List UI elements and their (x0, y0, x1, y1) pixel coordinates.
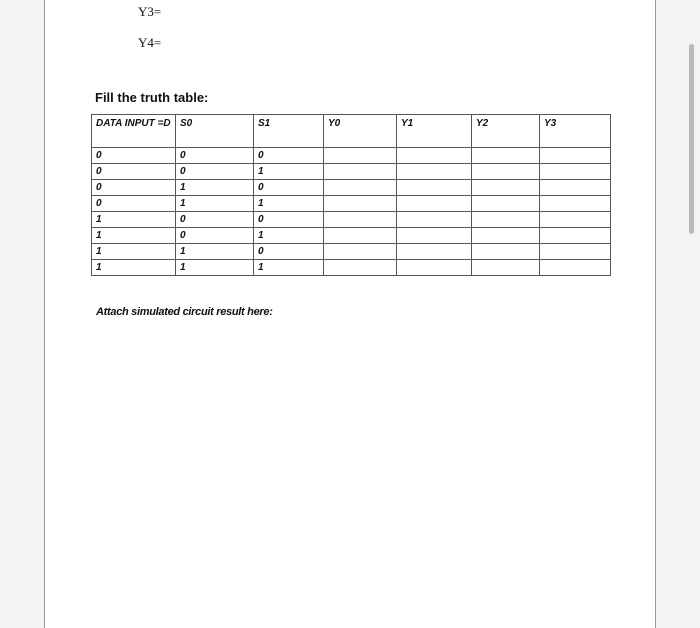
attach-note: Attach simulated circuit result here: (96, 306, 273, 318)
answer-cell[interactable] (472, 228, 540, 244)
table-row (92, 148, 611, 164)
equation-y4: Y4= (138, 35, 162, 50)
table-cell: 1 (92, 228, 176, 244)
answer-cell[interactable] (540, 196, 611, 212)
table-cell: 1 (176, 180, 254, 196)
answer-cell[interactable] (540, 260, 611, 276)
answer-cell[interactable] (397, 228, 472, 244)
table-cell: 0 (92, 180, 176, 196)
table-cell: 0 (254, 244, 324, 260)
table-cell: 1 (254, 164, 324, 180)
answer-cell[interactable] (324, 228, 397, 244)
answer-cell[interactable] (540, 148, 611, 164)
table-cell: 1 (92, 260, 176, 276)
table-cell: 1 (176, 196, 254, 212)
answer-cell[interactable] (472, 164, 540, 180)
answer-cell[interactable] (472, 148, 540, 164)
document-page (44, 0, 656, 628)
answer-cell[interactable] (324, 212, 397, 228)
truth-table (91, 114, 611, 276)
table-cell: 0 (254, 180, 324, 196)
table-cell: 0 (92, 164, 176, 180)
answer-cell[interactable] (324, 164, 397, 180)
table-header-row (92, 115, 611, 148)
answer-cell[interactable] (324, 196, 397, 212)
answer-cell[interactable] (540, 228, 611, 244)
table-row (92, 212, 611, 228)
answer-cell[interactable] (397, 212, 472, 228)
answer-cell[interactable] (397, 260, 472, 276)
answer-cell[interactable] (540, 164, 611, 180)
table-row (92, 164, 611, 180)
answer-cell[interactable] (397, 164, 472, 180)
table-cell: 1 (176, 260, 254, 276)
answer-cell[interactable] (472, 212, 540, 228)
table-cell: 1 (176, 244, 254, 260)
table-cell: 0 (176, 228, 254, 244)
answer-cell[interactable] (324, 244, 397, 260)
table-row (92, 260, 611, 276)
answer-cell[interactable] (540, 244, 611, 260)
table-cell: 0 (92, 148, 176, 164)
table-cell: 1 (92, 212, 176, 228)
column-header: S0 (176, 115, 254, 148)
table-row (92, 180, 611, 196)
column-header: Y0 (324, 115, 397, 148)
truth-table-heading: Fill the truth table: (95, 90, 209, 105)
equation-y3: Y3= (138, 4, 162, 19)
table-cell: 1 (254, 260, 324, 276)
column-header: Y1 (397, 115, 472, 148)
column-header: DATA INPUT =D (92, 115, 176, 148)
answer-cell[interactable] (472, 260, 540, 276)
answer-cell[interactable] (472, 196, 540, 212)
table-cell: 1 (254, 228, 324, 244)
table-row (92, 228, 611, 244)
table-cell: 1 (254, 196, 324, 212)
answer-cell[interactable] (397, 196, 472, 212)
table-cell: 1 (92, 244, 176, 260)
answer-cell[interactable] (397, 148, 472, 164)
column-header: Y3 (540, 115, 611, 148)
answer-cell[interactable] (397, 180, 472, 196)
answer-cell[interactable] (397, 244, 472, 260)
table-cell: 0 (254, 212, 324, 228)
table-cell: 0 (176, 148, 254, 164)
table-row (92, 244, 611, 260)
answer-cell[interactable] (472, 180, 540, 196)
answer-cell[interactable] (540, 180, 611, 196)
answer-cell[interactable] (324, 260, 397, 276)
answer-cell[interactable] (324, 148, 397, 164)
column-header: S1 (254, 115, 324, 148)
table-cell: 0 (92, 196, 176, 212)
answer-cell[interactable] (540, 212, 611, 228)
answer-cell[interactable] (324, 180, 397, 196)
vertical-scrollbar[interactable] (689, 44, 694, 234)
table-cell: 0 (176, 164, 254, 180)
column-header: Y2 (472, 115, 540, 148)
table-row (92, 196, 611, 212)
table-cell: 0 (254, 148, 324, 164)
table-cell: 0 (176, 212, 254, 228)
answer-cell[interactable] (472, 244, 540, 260)
